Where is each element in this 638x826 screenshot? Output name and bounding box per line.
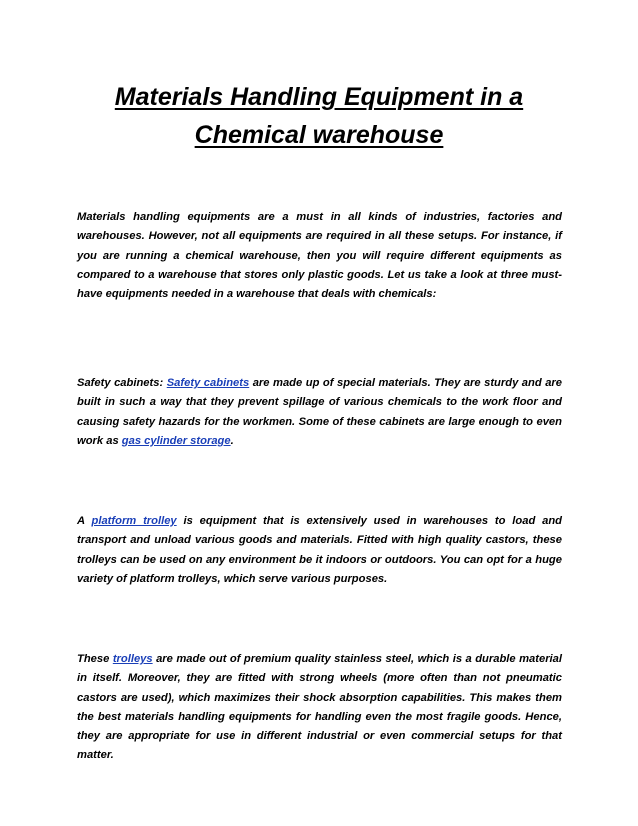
title-line-2: Chemical warehouse xyxy=(194,121,444,149)
safety-prefix: Safety cabinets: xyxy=(77,377,167,389)
title-line-1: Materials Handling Equipment in a xyxy=(114,83,524,111)
platform-prefix: A xyxy=(77,515,92,527)
safety-body-text: are made up of special materials. They are sturdy and are built in such a way that they prevent spillage of various chemicals to the work floor and causing safety hazards for the workmen. Some of these cabinets are large enough to even work as xyxy=(77,377,563,447)
safety-cabinets-link[interactable]: Safety cabinets xyxy=(166,377,250,389)
trolleys-link[interactable]: trolleys xyxy=(112,653,153,665)
page-title xyxy=(60,78,578,154)
platform-body-text: is equipment that is extensively used in warehouses to load and transport and unload various goods and materials. Fitted with high quality castors, these trolleys can be used on any environment be it indoors or outdoors. You can opt for a huge variety of platform trolleys, which serve various purposes. xyxy=(77,515,562,585)
platform-trolley-paragraph xyxy=(77,512,562,589)
safety-cabinets-paragraph xyxy=(77,374,562,451)
trolleys-body-text: are made out of premium quality stainless steel, which is a durable material in itself. Moreover, they are fitted with strong wheels (more often than not pneumatic castors are used), which maximizes their shock absorption capabilities. This makes them the best materials handling equipments for handling even the most fragile goods. Hence, they are appropriate for use in different industrial or even commercial setups for that matter. xyxy=(77,653,562,762)
trolleys-paragraph xyxy=(77,650,562,766)
intro-paragraph: Materials handling equipments are a must in all kinds of industries, factories and warehouses. However, not all equipments are required in all these setups. For instance, if you are running a chemical warehouse, then you will require different equipments as compared to a warehouse that stores only plastic goods. Let us take a look at three must-have equipments needed in a warehouse that deals with chemicals: xyxy=(77,211,562,301)
trolleys-prefix: These xyxy=(77,653,113,665)
gas-cylinder-storage-link[interactable]: gas cylinder storage xyxy=(121,434,231,447)
safety-suffix: . xyxy=(230,434,234,447)
platform-trolley-link[interactable]: platform trolley xyxy=(91,515,177,527)
